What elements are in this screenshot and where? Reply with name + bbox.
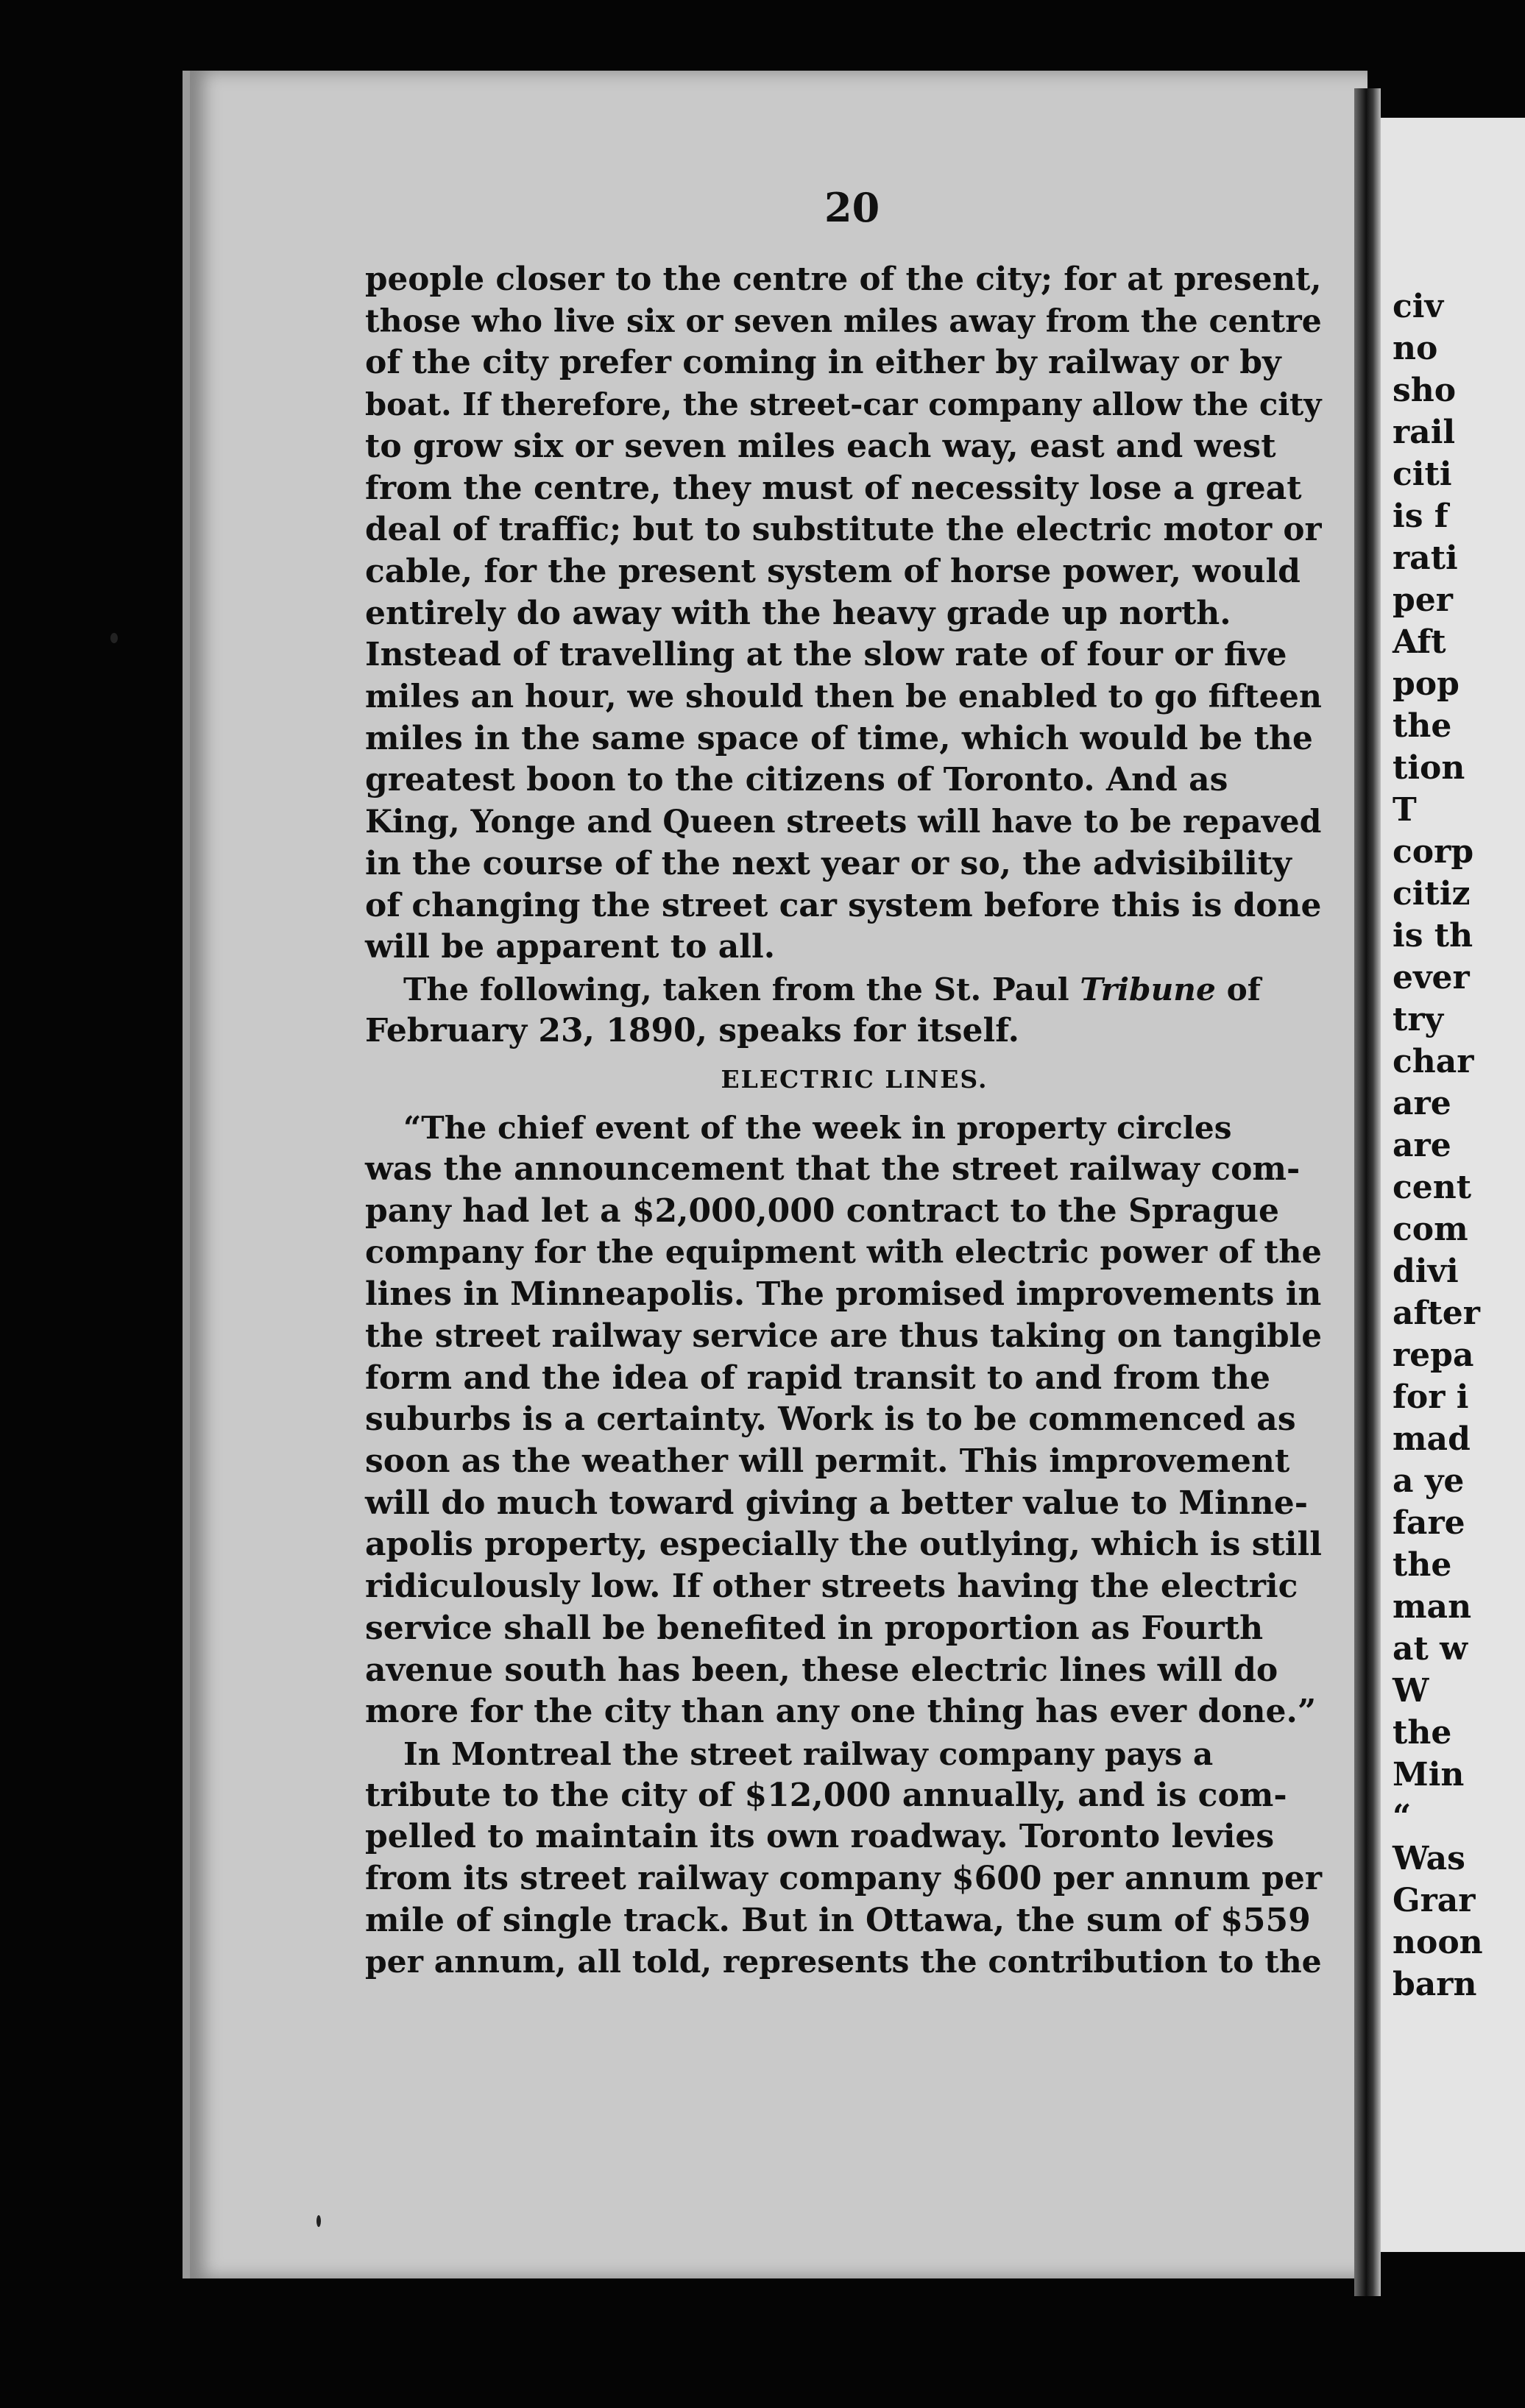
right-page-text — [1381, 118, 1525, 2005]
right-page-line-fragment: fare — [1393, 1504, 1465, 1542]
text-line: to grow six or seven miles each way, east and west — [365, 427, 1276, 465]
text-line: those who live six or seven miles away from the centre — [365, 302, 1322, 340]
text-line: tribute to the city of $12,000 annually, and is com- — [365, 1776, 1287, 1814]
right-page-line-fragment: corp — [1393, 833, 1474, 871]
text-line: mile of single track. But in Ottawa, the sum of $559 — [365, 1901, 1311, 1939]
right-page-line-fragment: rail — [1393, 414, 1456, 451]
text-line: from the centre, they must of necessity lose a great — [365, 469, 1302, 507]
quotation-electric-lines — [365, 1107, 1322, 1733]
text-line: more for the city than any one thing has ever done.” — [365, 1693, 1317, 1731]
scan-speck — [110, 633, 118, 643]
text-fragment: of — [1215, 970, 1261, 1008]
text-line: per annum, all told, represents the contribution to the — [365, 1944, 1322, 1981]
page-text — [365, 259, 1322, 1983]
right-page-line-fragment: repa — [1393, 1336, 1474, 1374]
right-page-line-fragment: Aft — [1393, 623, 1446, 661]
right-page-line-fragment: Grar — [1393, 1882, 1476, 1919]
text-line: ridiculously low. If other streets having the electric — [365, 1568, 1298, 1606]
right-page-line-fragment: Was — [1393, 1840, 1465, 1877]
text-line: miles in the same space of time, which would be the — [365, 719, 1313, 757]
right-page-line-fragment: W — [1393, 1672, 1429, 1710]
text-line: service shall be benefited in proportion as Fourth — [365, 1609, 1264, 1647]
right-page-line-fragment: Min — [1393, 1756, 1465, 1793]
text-line: “The chief event of the week in property circles — [403, 1109, 1232, 1147]
right-page-line-fragment: at w — [1393, 1630, 1468, 1668]
right-page-line-fragment: the — [1393, 1546, 1452, 1584]
text-line: boat. If therefore, the street-car company allow the city — [365, 386, 1322, 423]
right-page-line-fragment: ever — [1393, 959, 1470, 996]
text-line: Instead of travelling at the slow rate of four or five — [365, 636, 1287, 674]
text-line: of the city prefer coming in either by railway or by — [365, 344, 1281, 382]
right-page-line-fragment: are — [1393, 1085, 1451, 1122]
book-gutter — [1354, 88, 1381, 2296]
text-line: cable, for the present system of horse power, would — [365, 552, 1301, 590]
right-page-line-fragment: noon — [1393, 1924, 1483, 1961]
text-line: in the course of the next year or so, the advisibility — [365, 844, 1292, 882]
text-line: the street railway service are thus taking on tangible — [365, 1317, 1322, 1355]
paragraph-tribune-intro — [365, 968, 1322, 1052]
right-page-line-fragment: cent — [1393, 1169, 1472, 1206]
text-line: In Montreal the street railway company pays a — [403, 1735, 1214, 1772]
paragraph-streetcar-argument — [365, 259, 1322, 968]
right-page-line-fragment: man — [1393, 1588, 1472, 1626]
right-page-line-fragment: T — [1393, 791, 1417, 829]
right-page-line-fragment: try — [1393, 1001, 1444, 1038]
text-line: from its street railway company $600 per annum per — [365, 1860, 1323, 1898]
right-page-line-fragment: rati — [1393, 539, 1458, 577]
text-line: form and the idea of rapid transit to and from the — [365, 1359, 1271, 1397]
paragraph-city-comparison — [365, 1733, 1322, 1983]
right-page-line-fragment: no — [1393, 330, 1438, 367]
right-page-line-fragment: civ — [1393, 288, 1444, 325]
text-line: suburbs is a certainty. Work is to be commenced as — [365, 1400, 1296, 1439]
right-page-line-fragment: mad — [1393, 1420, 1471, 1458]
text-line: pany had let a $2,000,000 contract to the Sprague — [365, 1191, 1279, 1230]
text-line: greatest boon to the citizens of Toronto. And as — [365, 761, 1228, 799]
text-line: company for the equipment with electric power of the — [365, 1234, 1322, 1272]
text-line: soon as the weather will permit. This improvement — [365, 1442, 1290, 1480]
text-line — [365, 968, 1322, 1010]
right-page-line-fragment: char — [1393, 1043, 1474, 1080]
page-number: 20 — [824, 184, 880, 231]
text-line: was the announcement that the street railway com- — [365, 1150, 1301, 1189]
right-page-line-fragment: “ — [1393, 1798, 1412, 1835]
right-page-line-fragment: citi — [1393, 456, 1452, 493]
right-page-line-fragment: sho — [1393, 372, 1457, 409]
right-page-line-fragment: is th — [1393, 917, 1473, 955]
right-page-line-fragment: pop — [1393, 665, 1459, 703]
right-page-line-fragment: are — [1393, 1127, 1451, 1164]
tribune-title: Tribune — [1080, 970, 1216, 1008]
right-page-line-fragment: for i — [1393, 1378, 1469, 1416]
text-line: lines in Minneapolis. The promised improvements in — [365, 1275, 1322, 1314]
right-page-line-fragment: com — [1393, 1211, 1468, 1248]
text-fragment: The following, taken from the St. Paul — [403, 970, 1080, 1008]
right-page-line-fragment: is f — [1393, 497, 1448, 535]
right-page-line-fragment: per — [1393, 581, 1453, 619]
text-line: will do much toward giving a better value to Minne- — [365, 1484, 1309, 1522]
text-line: entirely do away with the heavy grade up north. — [365, 594, 1231, 632]
right-page-line-fragment: after — [1393, 1295, 1480, 1332]
section-heading: ELECTRIC LINES. — [721, 1065, 988, 1094]
text-line: of changing the street car system before this is done — [365, 886, 1322, 924]
right-page-line-fragment: divi — [1393, 1253, 1459, 1290]
scan-speck — [316, 2215, 321, 2227]
text-line: avenue south has been, these electric lines will do — [365, 1651, 1278, 1689]
text-line: apolis property, especially the outlying, which is still — [365, 1526, 1322, 1564]
right-page-line-fragment: the — [1393, 707, 1452, 745]
text-line: miles an hour, we should then be enabled to go fifteen — [365, 679, 1322, 716]
right-page-line-fragment: barn — [1393, 1966, 1477, 2003]
text-line: deal of traffic; but to substitute the electric motor or — [365, 511, 1322, 549]
text-line: will be apparent to all. — [365, 928, 776, 966]
right-page-line-fragment: tion — [1393, 749, 1465, 787]
right-page — [1381, 118, 1525, 2252]
right-page-line-fragment: the — [1393, 1714, 1452, 1752]
text-line: pelled to maintain its own roadway. Toronto levies — [365, 1818, 1275, 1856]
right-page-line-fragment: citiz — [1393, 875, 1471, 913]
text-line: King, Yonge and Queen streets will have to be repaved — [365, 804, 1322, 841]
right-page-line-fragment: a ye — [1393, 1462, 1465, 1500]
text-line: people closer to the centre of the city; for at present, — [365, 261, 1322, 298]
text-line: February 23, 1890, speaks for itself. — [365, 1011, 1019, 1049]
